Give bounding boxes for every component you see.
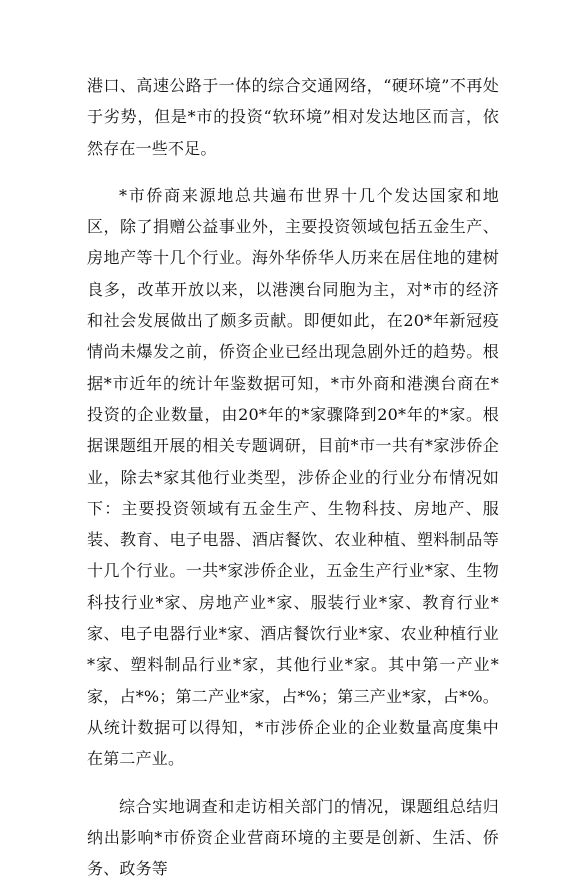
body-text: [87, 70, 499, 884]
paragraph-overseas-investment: *市侨商来源地总共遍布世界十几个发达国家和地区，除了捐赠公益事业外，主要投资领域包括五金生产、房地产等十几个行业。海外华侨华人历来在居住地的建树良多，改革开放以来，以港澳台同胞为主，对*市的经济和社会发展做出了颇多贡献。即便如此，在20*年新冠疫情尚未爆发之前，侨资企业已经出现急剧外迁的趋势。根据*市近年的统计年鉴数据可知，*市外商和港澳台商在*投资的企业数量，由20*年的*家骤降到20*年的*家。根据课题组开展的相关专题调研，目前*市一共有*家涉侨企业，除去*家其他行业类型，涉侨企业的行业分布情况如下：主要投资领域有五金生产、生物科技、房地产、服装、教育、电子电器、酒店餐饮、农业种植、塑料制品等十几个行业。一共*家涉侨企业，五金生产行业*家、生物科技行业*家、房地产业*家、服装行业*家、教育行业*家、电子电器行业*家、酒店餐饮行业*家、农业种植行业*家、塑料制品行业*家，其他行业*家。其中第一产业*家，占*%；第二产业*家，占*%；第三产业*家，占*%。从统计数据可以得知，*市涉侨企业的企业数量高度集中在第二产业。: [87, 185, 499, 769]
paragraph-continued: 港口、高速公路于一体的综合交通网络，“硬环境”不再处于劣势，但是*市的投资“软环境”相对发达地区而言，依然存在一些不足。: [87, 76, 499, 158]
paragraph-survey-summary: 综合实地调查和走访相关部门的情况，课题组总结归纳出影响*市侨资企业营商环境的主要是创新、生活、侨务、政务等: [87, 796, 499, 879]
